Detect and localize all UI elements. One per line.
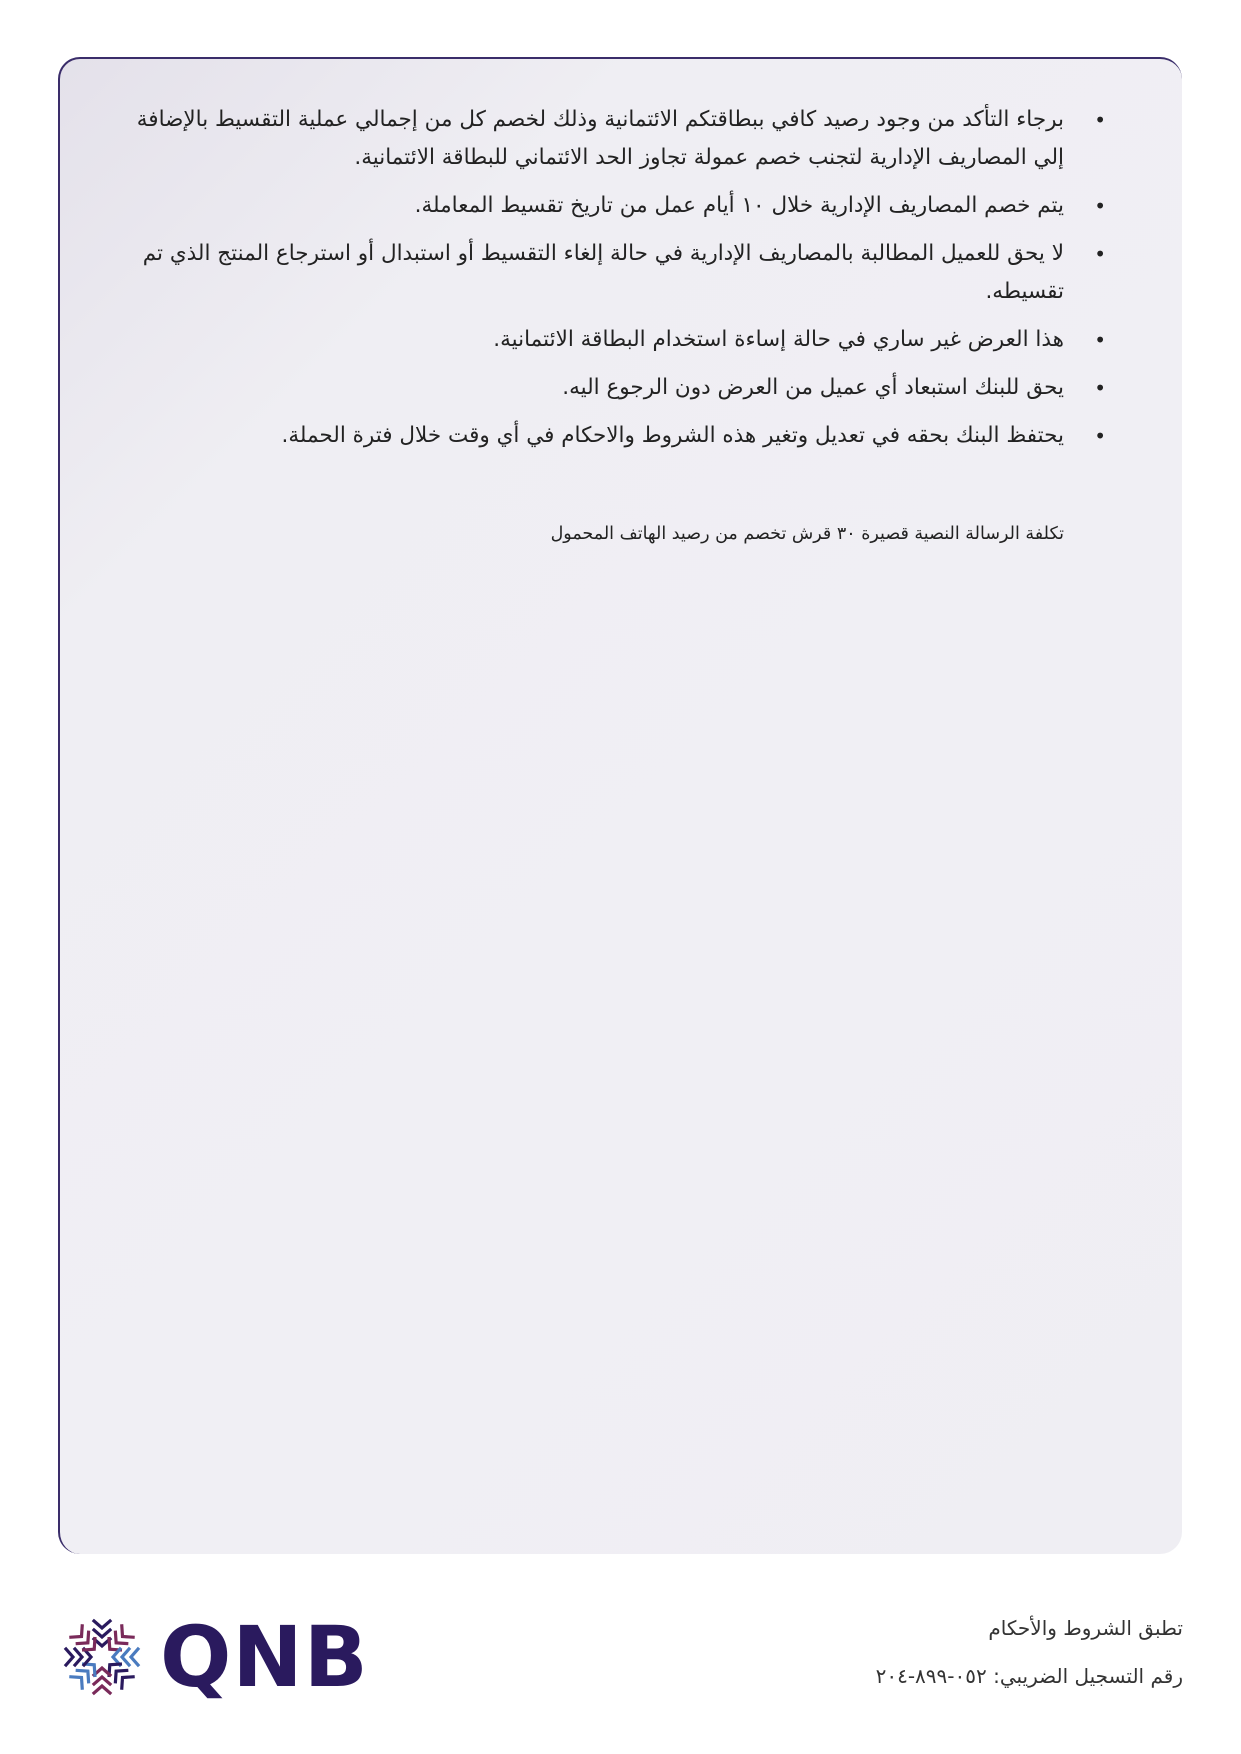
- logo-chevron: [94, 1621, 110, 1628]
- logo-chevron: [94, 1677, 110, 1684]
- terms-panel: [58, 57, 1182, 1554]
- logo-chevron: [66, 1649, 73, 1665]
- terms-list: [106, 101, 1106, 465]
- logo-chevron: [117, 1672, 133, 1688]
- terms-item: [106, 417, 1106, 455]
- bullet-icon: •: [1094, 376, 1106, 400]
- qnb-logo: [58, 1608, 369, 1706]
- logo-chevron: [117, 1626, 133, 1642]
- bullet-icon: •: [1094, 328, 1106, 352]
- terms-item-text: يحق للبنك استبعاد أي عميل من العرض دون الرجوع اليه.: [562, 375, 1064, 400]
- terms-item: [106, 235, 1106, 311]
- terms-item-text: يحتفظ البنك بحقه في تعديل وتغير هذه الشروط والاحكام في أي وقت خلال فترة الحملة.: [281, 423, 1064, 448]
- terms-item-text: لا يحق للعميل المطالبة بالمصاريف الإدارية في حالة إلغاء التقسيط أو استبدال أو استرجاع المنتج الذي تم تقسيطه.: [142, 241, 1064, 304]
- logo-chevron: [75, 1649, 82, 1665]
- logo-chevron: [71, 1672, 87, 1688]
- bullet-icon: •: [1094, 242, 1106, 266]
- bullet-icon: •: [1094, 108, 1106, 132]
- terms-item-text: هذا العرض غير ساري في حالة إساءة استخدام البطاقة الائتمانية.: [493, 327, 1064, 352]
- sms-cost-note: تكلفة الرسالة النصية قصيرة ٣٠ قرش تخصم من رصيد الهاتف المحمول: [550, 524, 1064, 544]
- qnb-logo-mark-icon: [58, 1613, 146, 1701]
- logo-chevron: [131, 1649, 138, 1665]
- logo-chevron: [77, 1665, 93, 1681]
- bullet-icon: •: [1094, 194, 1106, 218]
- tax-registration-number: رقم التسجيل الضريبي: ٠٥٢-٨٩٩-٢٠٤: [875, 1664, 1183, 1688]
- logo-chevron: [110, 1665, 126, 1681]
- logo-chevron: [71, 1626, 87, 1642]
- terms-item: [106, 187, 1106, 225]
- logo-chevron: [77, 1632, 93, 1648]
- bullet-icon: •: [1094, 424, 1106, 448]
- logo-chevron: [94, 1630, 110, 1637]
- qnb-logo-text: QNB: [160, 1608, 369, 1706]
- terms-item: [106, 321, 1106, 359]
- terms-item: [106, 369, 1106, 407]
- terms-apply-note: تطبق الشروط والأحكام: [988, 1616, 1183, 1640]
- logo-chevron: [94, 1686, 110, 1693]
- logo-petal: [113, 1649, 138, 1665]
- terms-item-text: برجاء التأكد من وجود رصيد كافي ببطاقتكم الائتمانية وذلك لخصم كل من إجمالي عملية التقسيط بالإضافة إلي المصاريف الإدارية لتجنب خصم عمولة تجاوز الحد الائتماني للبطاقة الائتمانية.: [136, 107, 1064, 170]
- logo-petal: [66, 1649, 91, 1665]
- logo-petal: [94, 1668, 110, 1693]
- logo-chevron: [122, 1649, 129, 1665]
- terms-item-text: يتم خصم المصاريف الإدارية خلال ١٠ أيام عمل من تاريخ تقسيط المعاملة.: [414, 193, 1064, 218]
- terms-item: [106, 101, 1106, 177]
- logo-petal: [94, 1621, 110, 1646]
- logo-chevron: [110, 1632, 126, 1648]
